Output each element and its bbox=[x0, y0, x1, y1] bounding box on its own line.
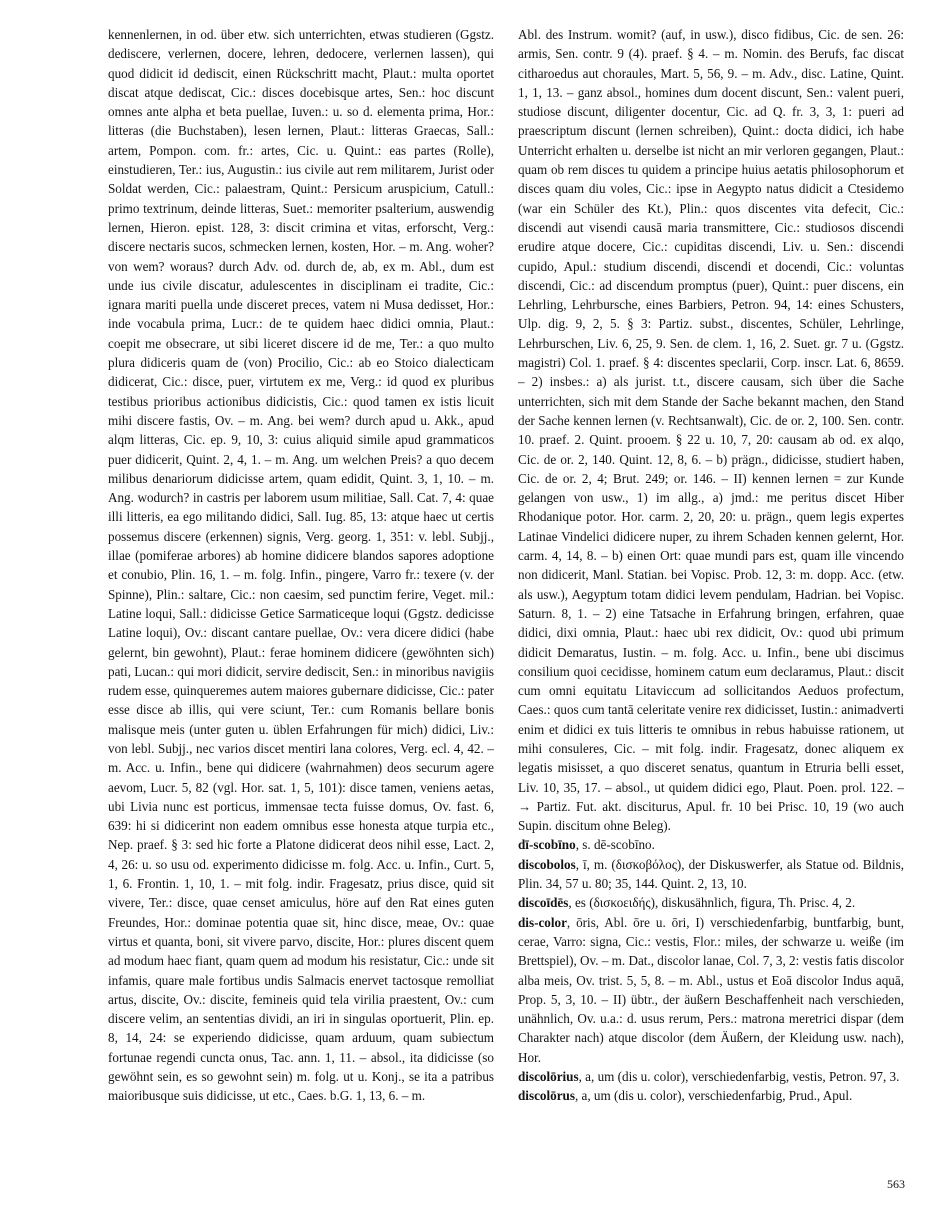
entry-text: , ōris, Abl. ōre u. ōri, I) verschiedenfarbig, buntfarbig, bunt, cerae, Varro: signa, Cic.: vestis, Flor.: miles, der schwarze u. weiße (im Brettspiel), Ov. – m. Dat., discolor lanae, Col. 7, 3, 2: vestis fatis discolor alba meis, Ov. trist. 5, 5, 8. – m. Abl., ustus et Eoā discolor Indus aquā, Prop. 5, 3, 10. – II) übtr., der äußern Beschaffenheit nach verschieden, unähnlich, Ov. u.a.: d. usus rerum, Pers.: matrona meretrici dispar (dem Charakter nach) atque discolor (dem Äußern, der Kleidung usw. nach), Hor. bbox=[518, 914, 904, 1065]
dictionary-entry bbox=[518, 893, 904, 912]
dictionary-entry bbox=[518, 1067, 904, 1086]
left-column-text: kennenlernen, in od. über etw. sich unterrichten, etwas studieren (Ggstz. dediscere, verlernen, docere, lehren, dedocere, verlernen lassen), qui quod didicit id dediscit, einen Rückschritt macht, Plaut.: multa oportet discat atque dediscat, Cic.: disces docebisque artes, Sen.: hoc discunt omnes ante alpha et beta puellae, Iuven.: u. so d. elementa prima, Hor.: litteras (die Buchstaben), lesen lernen, Plaut.: litteras Graecas, Sall.: artem, Pompon. com. fr.: artes, Cic. u. Quint.: eas partes (Rolle), einstudieren, Ter.: ius, Augustin.: ius civile aut rem militarem, Jurist oder Soldat werden, Cic.: palaestram, Quint.: Persicum aruspicium, Catull.: primo textrinum, deinde litteras, Suet.: memoriter psalterium, auswendig lernen, Hieron. epist. 128, 3: discit crimina et vitas, erforscht, Verg.: discere nectaris sucos, schmecken lernen, kosten, Hor. – m. Ang. woher? von wem? woraus? durch Adv. od. durch de, ab, ex m. Abl., dum est unde ius civile discatur, adulescentes in disciplinam ei tradite, Cic.: ignara mariti puella unde disceret preces, vatem ni Musa dedisset, Hor.: inde vocabula prima, Lucr.: de te quidem haec didici omnia, Plaut.: coepit me obsecrare, ut sibi liceret discere id de me, Ter.: a quo multo plura didiceris quam de (von) Procilio, Cic.: ab eo Stoico dialecticam didicerat, Cic.: disce, puer, virtutem ex me, Verg.: id quod ex pluribus testibus prioribus actionibus didicistis, Cic.: quod tamen ex istis licuit mihi discere fastis, Ov. – m. Ang. bei wem? durch apud u. Akk., apud alqm litteras, Cic. ep. 9, 10, 3: cuius aliquid simile apud grammaticos puer didicerit, Quint. 2, 4, 1. – m. Ang. um welchen Preis? a quo decem milibus denariorum didicisse artem, quam edidit, Quint. 3, 1, 10. – m. Ang. wodurch? in castris per laborem usum militiae, Sall. Cat. 7, 4: quae illi litteris, ea ego militando didici, Sall. Iug. 85, 13: atque haec ut certis possemus discere (erkennen) signis, Verg. georg. 1, 351: v. lebl. Subjj., illae (pomiferae arbores) ab homine didicere blandos sapores adoptione et conubio, Plin. 16, 1. – m. folg. Infin., pingere, Varro fr.: texere (v. der Spinne), Plin.: saltare, Cic.: non caesim, sed punctim ferire, Veget. mil.: Latine loqui, Sall.: didicisse Getice Sarmaticeque loqui (Ggstz. dedicisse Latine loqui), Ov.: discant cantare puellae, Ov.: vera dicere didici (habe gelernt, bin gewohnt), Plaut.: ferae hominem didicere (gewöhnten sich) pati, Lucan.: qui mori didicit, servire dediscit, Sen.: in minoribus navigiis rudem esse, quinqueremes autem maiores gubernare didicisse, Cic.: pater esse disce ab illis, qui vere sciunt, Ter.: cum Romanis bellare bonis malisque meis (unter guten u. üblen Erfahrungen für mich) didici, Liv.: von lebl. Subjj., nec varios discet mentiri lana colores, Verg. ecl. 4, 42. – m. Acc. u. Infin., bene qui didicere (wahrnahmen) deos securum agere aevom, Lucr. 5, 82 (vgl. Hor. sat. 1, 5, 101): disce tamen, veniens aetas, ubi Livia nunc est porticus, immensae tecta fuisse domus, Ov. fast. 6, 639: hi si didicerint non eadem omnibus esse honesta atque turpia etc., Nep. praef. § 3: sed hic forte a Platone didicerat deos nihil esse, Lact. 2, 4, 26: u. so usu od. experimento didicisse m. folg. Acc. u. Infin., Curt. 5, 1, 6. Frontin. 1, 10, 1. – mit folg. indir. Fragesatz, prius disce, quid sit vivere, Ter.: disce, quae censet amiculus, höre auf den Rat eines guten Freundes, Hor.: dominae potentia quae sit, hinc disce, meae, Ov.: quae virtus et quanta, boni, sit vivere parvo, discite, Hor.: plures discent quem ad modum haec fiant, quam quem ad modum his resistatur, Cic.: unde sit infamis, quare male fortibus undis Salmacis enervet tactosque remolliat artus, discite, Ov.: discite, femineis quid tela virilia praestent, Ov.: cum discere velim, an sententias dividi, an iri in singulas oportuerit, Plin. ep. 8, 14, 24: se experiendo didicisse, quam arduum, quam subiectum fortunae regendi cuncta onus, Tac. ann. 1, 11. – absol., ita didicisse (so gewöhnt sein, es so gewohnt sein) m. folg. ut u. Konj., se ita a patribus maioribusque suis didicisse, ut etc., Caes. b.G. 1, 13, 6. – m. bbox=[108, 27, 494, 1104]
entry-text: , a, um (dis u. color), verschiedenfarbig, vestis, Petron. 97, 3. bbox=[578, 1069, 900, 1085]
left-column bbox=[108, 25, 494, 1165]
dictionary-entry bbox=[518, 835, 904, 854]
entry-headword: discobolos bbox=[518, 856, 576, 872]
dictionary-entry bbox=[518, 855, 904, 894]
entry-text: , ī, m. (δισκοβόλος), der Diskuswerfer, als Statue od. Bildnis, Plin. 34, 57 u. 80; 35, 144. Quint. 2, 13, 10. bbox=[518, 856, 904, 892]
entry-headword: dis-color bbox=[518, 914, 567, 930]
entry-text: , s. dē-scobīno. bbox=[575, 837, 655, 853]
right-column bbox=[518, 25, 904, 1165]
page-number: 563 bbox=[887, 1177, 905, 1191]
entry-headword: discolōrius bbox=[518, 1069, 579, 1085]
dictionary-entry bbox=[518, 1086, 904, 1105]
dictionary-entry bbox=[518, 913, 904, 1067]
entry-headword: discoīdēs bbox=[518, 895, 569, 911]
entry-text: , es (δισκοειδής), diskusähnlich, figura, Th. Prisc. 4, 2. bbox=[568, 895, 856, 911]
entry-headword: discolōrus bbox=[518, 1088, 575, 1104]
entry-headword: dī-scobīno bbox=[518, 837, 576, 853]
entry-text: , a, um (dis u. color), verschiedenfarbig, Prud., Apul. bbox=[574, 1088, 853, 1104]
right-column-text: Abl. des Instrum. womit? (auf, in usw.), disco fidibus, Cic. de sen. 26: armis, Sen. contr. 9 (4). praef. § 4. – m. Nomin. des Berufs, fac discat citharoedus aut choraules, Mart. 5, 56, 9. – m. Adv., disc. Latine, Quint. 1, 1, 13. – ganz absol., homines dum docent discunt, Sen.: valent pueri, studiose discunt, diligenter docentur, Cic. ad Q. fr. 3, 3, 1: pueri ad praescriptum discunt (lernen schreiben), Quint.: docta didici, ich habe Unterricht erhalten u. derselbe ist nicht an mir verloren gegangen, Plaut.: quam ob rem disces tu quidem a principe huius aetatis philosophorum et disces quam diu voles, Cic.: ipse in Aegypto natus didicit a Ctesidemo (war ein Schüler des Kt.), Plin.: quos discentes vita defecit, Cic.: discendi aut visendi causā maria transmittere, Cic.: studiosos discendi erudire atque docere, Cic.: cupiditas discendi, Liv. u. Sen.: discendi cupido, Apul.: studium discendi, discendi et docendi, Cic.: voluntas discendi, Cic.: ad discendum promptus (puer), Quint.: puer discens, ein Lehrling, Lehrbursche, eines Barbiers, Petron. 94, 14: eines Schusters, Ulp. dig. 9, 2, 5. § 3: Partiz. subst., discentes, Schüler, Lehrlinge, Lehrburschen, Liv. 6, 25, 9. Sen. de clem. 1, 16, 2. Suet. gr. 7 u. (Ggstz. magistri) Col. 1. praef. § 4: discentes speclarii, Corp. inscr. Lat. 6, 8659. – 2) insbes.: a) als jurist. t.t., discere causam, sich über die Sache unterrichten, sich mit dem Stande der Sache bekannt machen, den Stand der Sache kennen lernen (v. Rechtsanwalt), Cic. de or. 2, 100. Sen. contr. 10. praef. 2. Quint. prooem. § 22 u. 10, 7, 20: causam ab od. ex alqo, Cic. de or. 2, 140. Quint. 12, 8, 6. – b) prägn., didicisse, studiert haben, Cic. de or. 2, 4; Brut. 249; or. 146. – II) kennen lernen = zur Kunde gelangen von usw., 1) im allg., a) jmd.: me peritus discet Hiber Rhodanique potor. Hor. carm. 2, 20, 20: u. prägn., quem legis expertes Latinae Vindelici didicere nuper, zu ihrem Schaden kennen gelernt, Hor. carm. 4, 14, 8. – b) einen Ort: quae mundi pars est, quam ille vincendo non didicerit, Manl. Statian. bei Vopisc. Prob. 12, 3: m. dopp. Acc. (etw. als usw.), Aegyptum totam didici levem pendulam, Hadrian. bei Vopisc. Saturn. 8, 1. – 2) eine Tatsache in Erfahrung bringen, erfahren, quae didici, dixi omnia, Plaut.: haec ubi rex didicit, Ov.: quod ubi primum didicit Demaratus, Iustin. – m. folg. Acc. u. Infin., bene ubi discimus consilium quoi cecidisse, hominem catum eum declaramus, Plaut.: discit cum omni equitatu Litaviccum ad sollicitandos Aeduos profectum, Caes.: quos cum tantā celeritate venire rex didicisset, Iustin.: animadverti enim et didici ex tuis litteris te omnibus in rebus habuisse rationem, ut mihi consuleres, Cic. – mit folg. indir. Fragesatz, donec aliquem ex legatis misisset, a quo disceret senatus, quantum in Etruria belli esset, Liv. 10, 35, 17. – absol., ut quidem didici ego, Plaut. Poen. prol. 122. – → Partiz. Fut. akt. disciturus, Apul. fr. 10 bei Prisc. 10, 19 (wo auch Supin. discitum ohne Beleg). bbox=[518, 27, 904, 834]
